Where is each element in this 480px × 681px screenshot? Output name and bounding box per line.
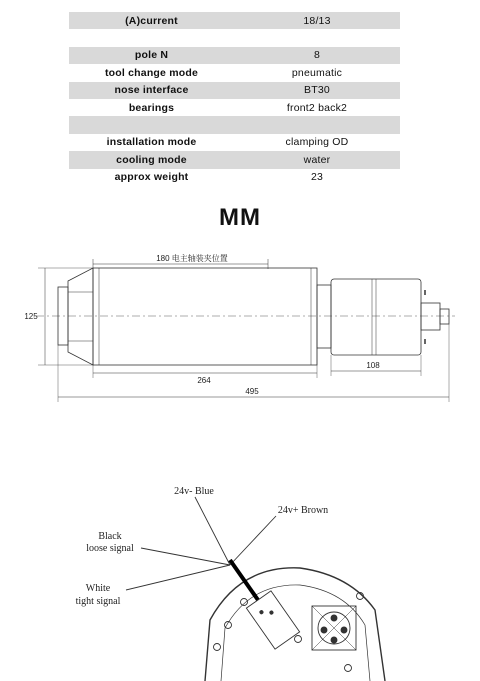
wire-label-white: White xyxy=(85,583,111,594)
bolt-hole xyxy=(214,644,221,651)
total-length-label: 495 xyxy=(245,387,259,396)
wire-label-brown: 24v+ Brown xyxy=(277,505,329,516)
spec-label: tool change mode xyxy=(104,66,199,79)
wire-brown xyxy=(230,516,276,565)
spec-value: water xyxy=(303,153,331,166)
spindle-neck xyxy=(317,285,331,348)
sensor-cable xyxy=(230,560,258,600)
spec-value: 18/13 xyxy=(303,14,331,27)
diameter-label: 125 xyxy=(24,312,38,321)
drawing-title: MM xyxy=(219,204,261,231)
nose-taper xyxy=(68,268,93,365)
connector-pin xyxy=(321,627,327,633)
wire-black xyxy=(141,548,230,565)
wire-blue xyxy=(195,497,230,565)
spec-value: 8 xyxy=(313,49,321,62)
body-length-label: 264 xyxy=(197,376,211,385)
wire-label-black-signal: loose signal xyxy=(86,543,134,554)
wire-label-black: Black xyxy=(98,531,122,542)
connector-pin xyxy=(341,627,347,633)
connector-pin xyxy=(331,615,337,621)
rear-connector xyxy=(421,303,440,330)
spec-value: 23 xyxy=(310,171,324,184)
spec-label: pole N xyxy=(134,49,169,62)
wire-label-blue: 24v- Blue xyxy=(174,486,214,497)
sensor-block xyxy=(246,591,299,649)
rear-length-label: 108 xyxy=(366,361,380,370)
spec-label: nose interface xyxy=(114,84,189,97)
bolt-hole xyxy=(345,665,352,672)
spec-value: pneumatic xyxy=(291,66,343,79)
bolt-hole xyxy=(295,636,302,643)
clamp-label: 180 电主轴装夹位置 xyxy=(156,254,228,263)
spindle-outline xyxy=(36,259,455,402)
connector-pin xyxy=(331,637,337,643)
spec-label: cooling mode xyxy=(116,153,187,166)
spec-value: front2 back2 xyxy=(286,101,348,114)
wire-white xyxy=(126,565,230,590)
spec-label: bearings xyxy=(128,101,175,114)
spec-value: BT30 xyxy=(304,84,330,97)
connector-plug xyxy=(440,309,449,324)
spindle-body xyxy=(93,268,317,365)
spec-label: approx weight xyxy=(114,171,189,184)
wiring-diagram xyxy=(126,497,385,681)
wire-label-white-signal: tight signal xyxy=(75,596,121,607)
spec-label: (A)current xyxy=(125,14,178,27)
spec-label: installation mode xyxy=(106,136,197,149)
spec-value: clamping OD xyxy=(285,136,349,149)
bolt-hole xyxy=(241,599,248,606)
